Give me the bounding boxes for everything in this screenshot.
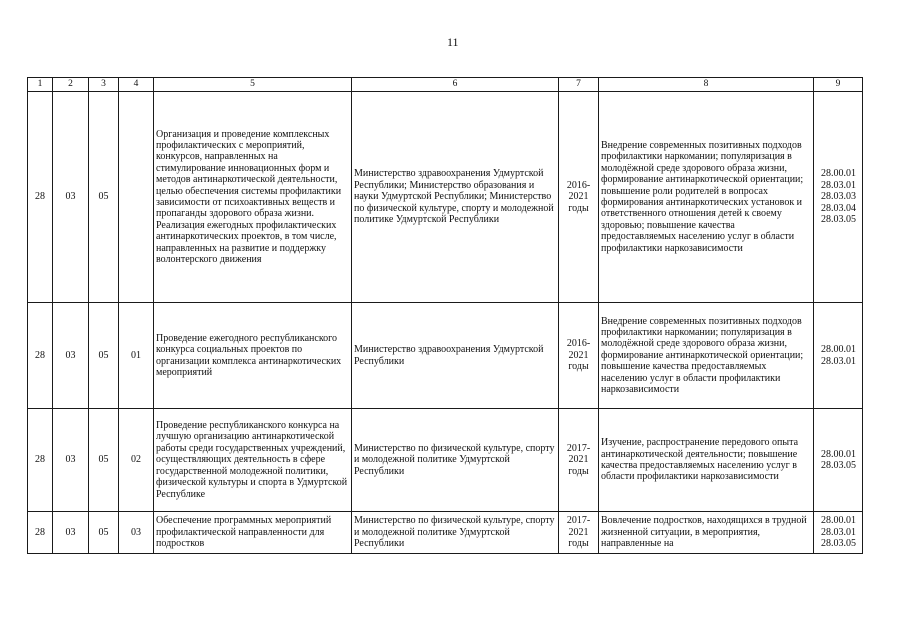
- col-header-8: 8: [599, 78, 814, 92]
- indicator-code: 28.00.01: [821, 448, 856, 460]
- col-header-1: 1: [28, 78, 53, 92]
- cell-measure: Проведение ежегодного республиканского конкурса социальных проектов по организации комплекса антинаркотических мероприятий: [154, 303, 352, 409]
- cell-measure: Проведение республиканского конкурса на лучшую организацию антинаркотической работы среди государственных учреждений, осуществляющих деятельность в сфере государственной молодежной политики, физической культуры и спорта в Удмуртской Республике: [154, 409, 352, 512]
- cell-indicator-codes: [814, 92, 863, 303]
- indicator-code: 28.03.04: [821, 202, 856, 214]
- cell-code-1: 28: [28, 512, 53, 554]
- col-header-5: 5: [154, 78, 352, 92]
- program-table: [27, 77, 863, 554]
- page-number: 11: [447, 35, 459, 49]
- cell-result: Внедрение современных позитивных подходов профилактики наркомании; популяризация в молодёжной среде здорового образа жизни, формирование антинаркотической ориентации; повышение роли родителей в вопросах формирования антинаркотических установок и ответственного отношения детей к своему здоровью; повышение качества предоставляемых населению услуг в области профилактики наркозависимости: [599, 92, 814, 303]
- indicator-code: 28.03.01: [821, 526, 856, 538]
- cell-code-3: 05: [89, 409, 119, 512]
- cell-indicator-codes: [814, 512, 863, 554]
- cell-code-3: 05: [89, 512, 119, 554]
- cell-code-2: 03: [53, 92, 89, 303]
- cell-measure: Организация и проведение комплексных профилактических с мероприятий, конкурсов, направленных на стимулирование инновационных форм и методов антинаркотической деятельности, целью обеспечения системы профилактики зависимости от психоактивных веществ и пропаганды здорового образа жизни. Реализация ежегодных профилактических антинаркотических проектов, в том числе, направленных на развитие и поддержку волонтерского движения: [154, 92, 352, 303]
- cell-code-1: 28: [28, 409, 53, 512]
- cell-result: Внедрение современных позитивных подходов профилактики наркомании; популяризация в молодёжной среде здорового образа жизни, формирование антинаркотической ориентации; повышение качества предоставляемых населению услуг в области профилактики наркозависимости: [599, 303, 814, 409]
- cell-code-4: 03: [119, 512, 154, 554]
- cell-term: 2017-2021 годы: [559, 512, 599, 554]
- col-header-6: 6: [352, 78, 559, 92]
- cell-code-3: 05: [89, 92, 119, 303]
- cell-term: 2017-2021 годы: [559, 409, 599, 512]
- cell-result: Вовлечение подростков, находящихся в трудной жизненной ситуации, в мероприятия, направленные на: [599, 512, 814, 554]
- col-header-3: 3: [89, 78, 119, 92]
- table-row: [28, 512, 863, 554]
- indicator-code: 28.03.05: [821, 538, 856, 550]
- cell-indicator-codes: [814, 303, 863, 409]
- cell-code-2: 03: [53, 303, 89, 409]
- table-row: [28, 92, 863, 303]
- cell-code-2: 03: [53, 512, 89, 554]
- indicator-code: 28.03.03: [821, 191, 856, 203]
- indicator-code: 28.03.01: [821, 355, 856, 367]
- table-row: [28, 303, 863, 409]
- cell-code-1: 28: [28, 303, 53, 409]
- indicator-code: 28.00.01: [821, 344, 856, 356]
- indicator-code: 28.03.01: [821, 179, 856, 191]
- cell-measure: Обеспечение программных мероприятий профилактической направленности для подростков: [154, 512, 352, 554]
- cell-executors: Министерство здравоохранения Удмуртской Республики; Министерство образования и науки Удмуртской Республики; Министерство по физической культуре, спорту и молодежной политике Удмуртской Республики: [352, 92, 559, 303]
- header-row: [28, 78, 863, 92]
- col-header-4: 4: [119, 78, 154, 92]
- cell-term: 2016-2021 годы: [559, 92, 599, 303]
- cell-term: 2016-2021 годы: [559, 303, 599, 409]
- cell-code-4: 02: [119, 409, 154, 512]
- indicator-code: 28.00.01: [821, 168, 856, 180]
- cell-indicator-codes: [814, 409, 863, 512]
- cell-executors: Министерство по физической культуре, спорту и молодежной политике Удмуртской Республики: [352, 409, 559, 512]
- cell-executors: Министерство по физической культуре, спорту и молодежной политике Удмуртской Республики: [352, 512, 559, 554]
- cell-code-3: 05: [89, 303, 119, 409]
- cell-code-2: 03: [53, 409, 89, 512]
- indicator-code: 28.03.05: [821, 460, 856, 471]
- indicator-code: 28.00.01: [821, 515, 856, 527]
- cell-executors: Министерство здравоохранения Удмуртской Республики: [352, 303, 559, 409]
- cell-result: Изучение, распространение передового опыта антинаркотической деятельности; повышение качества предоставляемых населению услуг в области профилактики наркозависимости: [599, 409, 814, 512]
- col-header-7: 7: [559, 78, 599, 92]
- col-header-2: 2: [53, 78, 89, 92]
- col-header-9: 9: [814, 78, 863, 92]
- cell-code-4: [119, 92, 154, 303]
- cell-code-1: 28: [28, 92, 53, 303]
- table-row: [28, 409, 863, 512]
- indicator-code: 28.03.05: [821, 214, 856, 226]
- cell-code-4: 01: [119, 303, 154, 409]
